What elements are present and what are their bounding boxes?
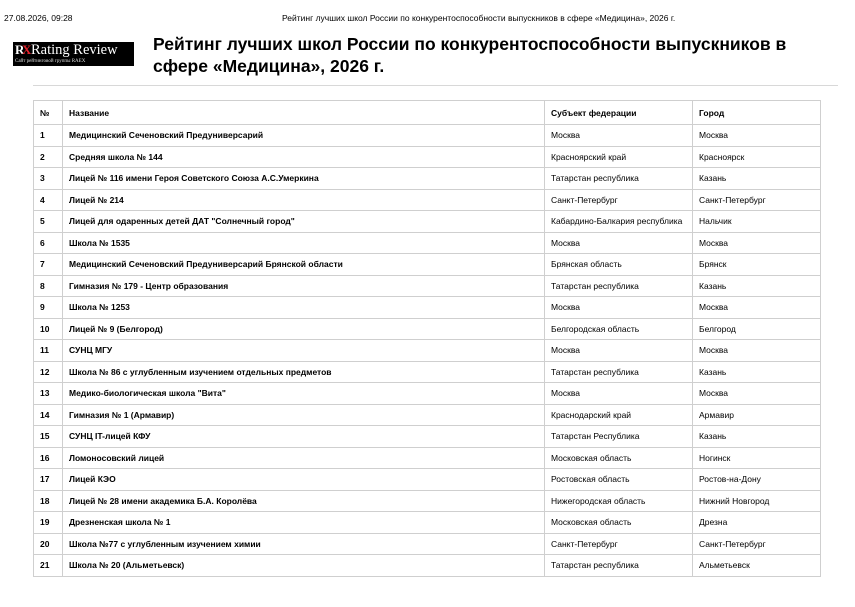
row-number: 1 <box>34 125 63 147</box>
school-name[interactable]: Медико-биологическая школа "Вита" <box>63 383 545 405</box>
table-row <box>34 232 821 254</box>
table-row <box>34 146 821 168</box>
title-divider <box>33 85 838 86</box>
school-name[interactable]: Лицей для одаренных детей ДАТ "Солнечный город" <box>63 211 545 233</box>
row-number: 17 <box>34 469 63 491</box>
table-row <box>34 512 821 534</box>
region-cell: Московская область <box>545 447 693 469</box>
logo-subtitle: Сайт рейтинговой группы RAEX <box>15 59 86 64</box>
table-row <box>34 383 821 405</box>
row-number: 18 <box>34 490 63 512</box>
table-row <box>34 555 821 577</box>
city-cell: Альметьевск <box>693 555 821 577</box>
school-name[interactable]: Ломоносовский лицей <box>63 447 545 469</box>
school-name[interactable]: Дрезненская школа № 1 <box>63 512 545 534</box>
region-cell: Татарстан республика <box>545 361 693 383</box>
rating-table <box>33 100 821 577</box>
school-name[interactable]: Лицей № 214 <box>63 189 545 211</box>
row-number: 5 <box>34 211 63 233</box>
table-header-row <box>34 101 821 125</box>
row-number: 2 <box>34 146 63 168</box>
column-header-region: Субъект федерации <box>545 101 693 125</box>
region-cell: Москва <box>545 125 693 147</box>
city-cell: Красноярск <box>693 146 821 168</box>
rating-review-logo[interactable] <box>13 42 134 66</box>
school-name[interactable]: СУНЦ МГУ <box>63 340 545 362</box>
city-cell: Армавир <box>693 404 821 426</box>
school-name[interactable]: Лицей № 9 (Белгород) <box>63 318 545 340</box>
table-row <box>34 211 821 233</box>
print-header <box>0 12 855 24</box>
region-cell: Москва <box>545 232 693 254</box>
row-number: 15 <box>34 426 63 448</box>
row-number: 21 <box>34 555 63 577</box>
table-row <box>34 189 821 211</box>
table-row <box>34 490 821 512</box>
region-cell: Москва <box>545 340 693 362</box>
region-cell: Белгородская область <box>545 318 693 340</box>
region-cell: Брянская область <box>545 254 693 276</box>
school-name[interactable]: Школа № 86 с углубленным изучением отдельных предметов <box>63 361 545 383</box>
region-cell: Санкт-Петербург <box>545 533 693 555</box>
city-cell: Москва <box>693 232 821 254</box>
region-cell: Краснодарский край <box>545 404 693 426</box>
school-name[interactable]: Средняя школа № 144 <box>63 146 545 168</box>
school-name[interactable]: Лицей № 116 имени Героя Советского Союза А.С.Умеркина <box>63 168 545 190</box>
city-cell: Санкт-Петербург <box>693 189 821 211</box>
table-row <box>34 297 821 319</box>
logo-mark: R X <box>15 42 32 57</box>
row-number: 4 <box>34 189 63 211</box>
region-cell: Ростовская область <box>545 469 693 491</box>
school-name[interactable]: Лицей КЭО <box>63 469 545 491</box>
rating-table-body <box>34 125 821 577</box>
city-cell: Нальчик <box>693 211 821 233</box>
row-number: 10 <box>34 318 63 340</box>
city-cell: Москва <box>693 340 821 362</box>
print-date: 27.08.2026, 09:28 <box>4 13 73 23</box>
row-number: 16 <box>34 447 63 469</box>
row-number: 9 <box>34 297 63 319</box>
school-name[interactable]: Медицинский Сеченовский Предуниверсарий <box>63 125 545 147</box>
table-row <box>34 318 821 340</box>
school-name[interactable]: Школа №77 с углубленным изучением химии <box>63 533 545 555</box>
column-header-number: № <box>34 101 63 125</box>
city-cell: Ногинск <box>693 447 821 469</box>
row-number: 14 <box>34 404 63 426</box>
region-cell: Татарстан республика <box>545 275 693 297</box>
city-cell: Казань <box>693 275 821 297</box>
table-row <box>34 275 821 297</box>
city-cell: Санкт-Петербург <box>693 533 821 555</box>
city-cell: Ростов-на-Дону <box>693 469 821 491</box>
city-cell: Москва <box>693 383 821 405</box>
row-number: 8 <box>34 275 63 297</box>
region-cell: Татарстан Республика <box>545 426 693 448</box>
table-row <box>34 361 821 383</box>
row-number: 6 <box>34 232 63 254</box>
logo-text: Rating Review <box>31 42 118 58</box>
region-cell: Татарстан республика <box>545 555 693 577</box>
table-row <box>34 533 821 555</box>
city-cell: Нижний Новгород <box>693 490 821 512</box>
row-number: 3 <box>34 168 63 190</box>
print-page-title: Рейтинг лучших школ России по конкурентоспособности выпускников в сфере «Медицина», 2026 г. <box>282 13 676 23</box>
city-cell: Казань <box>693 361 821 383</box>
table-row <box>34 340 821 362</box>
school-name[interactable]: Гимназия № 1 (Армавир) <box>63 404 545 426</box>
school-name[interactable]: СУНЦ IT-лицей КФУ <box>63 426 545 448</box>
region-cell: Татарстан республика <box>545 168 693 190</box>
city-cell: Казань <box>693 168 821 190</box>
column-header-name: Название <box>63 101 545 125</box>
table-row <box>34 426 821 448</box>
school-name[interactable]: Школа № 1253 <box>63 297 545 319</box>
table-row <box>34 254 821 276</box>
page-title: Рейтинг лучших школ России по конкурентоспособности выпускников в сфере «Медицина», 2026 г. <box>153 34 787 76</box>
region-cell: Москва <box>545 383 693 405</box>
region-cell: Санкт-Петербург <box>545 189 693 211</box>
row-number: 20 <box>34 533 63 555</box>
table-row <box>34 168 821 190</box>
city-cell: Дрезна <box>693 512 821 534</box>
table-row <box>34 404 821 426</box>
row-number: 19 <box>34 512 63 534</box>
region-cell: Кабардино-Балкария республика <box>545 211 693 233</box>
row-number: 13 <box>34 383 63 405</box>
table-row <box>34 125 821 147</box>
city-cell: Москва <box>693 297 821 319</box>
city-cell: Казань <box>693 426 821 448</box>
row-number: 7 <box>34 254 63 276</box>
school-name[interactable]: Лицей № 28 имени академика Б.А. Королёва <box>63 490 545 512</box>
city-cell: Белгород <box>693 318 821 340</box>
school-name[interactable]: Школа № 1535 <box>63 232 545 254</box>
row-number: 11 <box>34 340 63 362</box>
column-header-city: Город <box>693 101 821 125</box>
region-cell: Московская область <box>545 512 693 534</box>
region-cell: Нижегородская область <box>545 490 693 512</box>
table-row <box>34 469 821 491</box>
school-name[interactable]: Школа № 20 (Альметьевск) <box>63 555 545 577</box>
school-name[interactable]: Медицинский Сеченовский Предуниверсарий Брянской области <box>63 254 545 276</box>
region-cell: Красноярский край <box>545 146 693 168</box>
row-number: 12 <box>34 361 63 383</box>
table-row <box>34 447 821 469</box>
region-cell: Москва <box>545 297 693 319</box>
school-name[interactable]: Гимназия № 179 - Центр образования <box>63 275 545 297</box>
city-cell: Москва <box>693 125 821 147</box>
city-cell: Брянск <box>693 254 821 276</box>
